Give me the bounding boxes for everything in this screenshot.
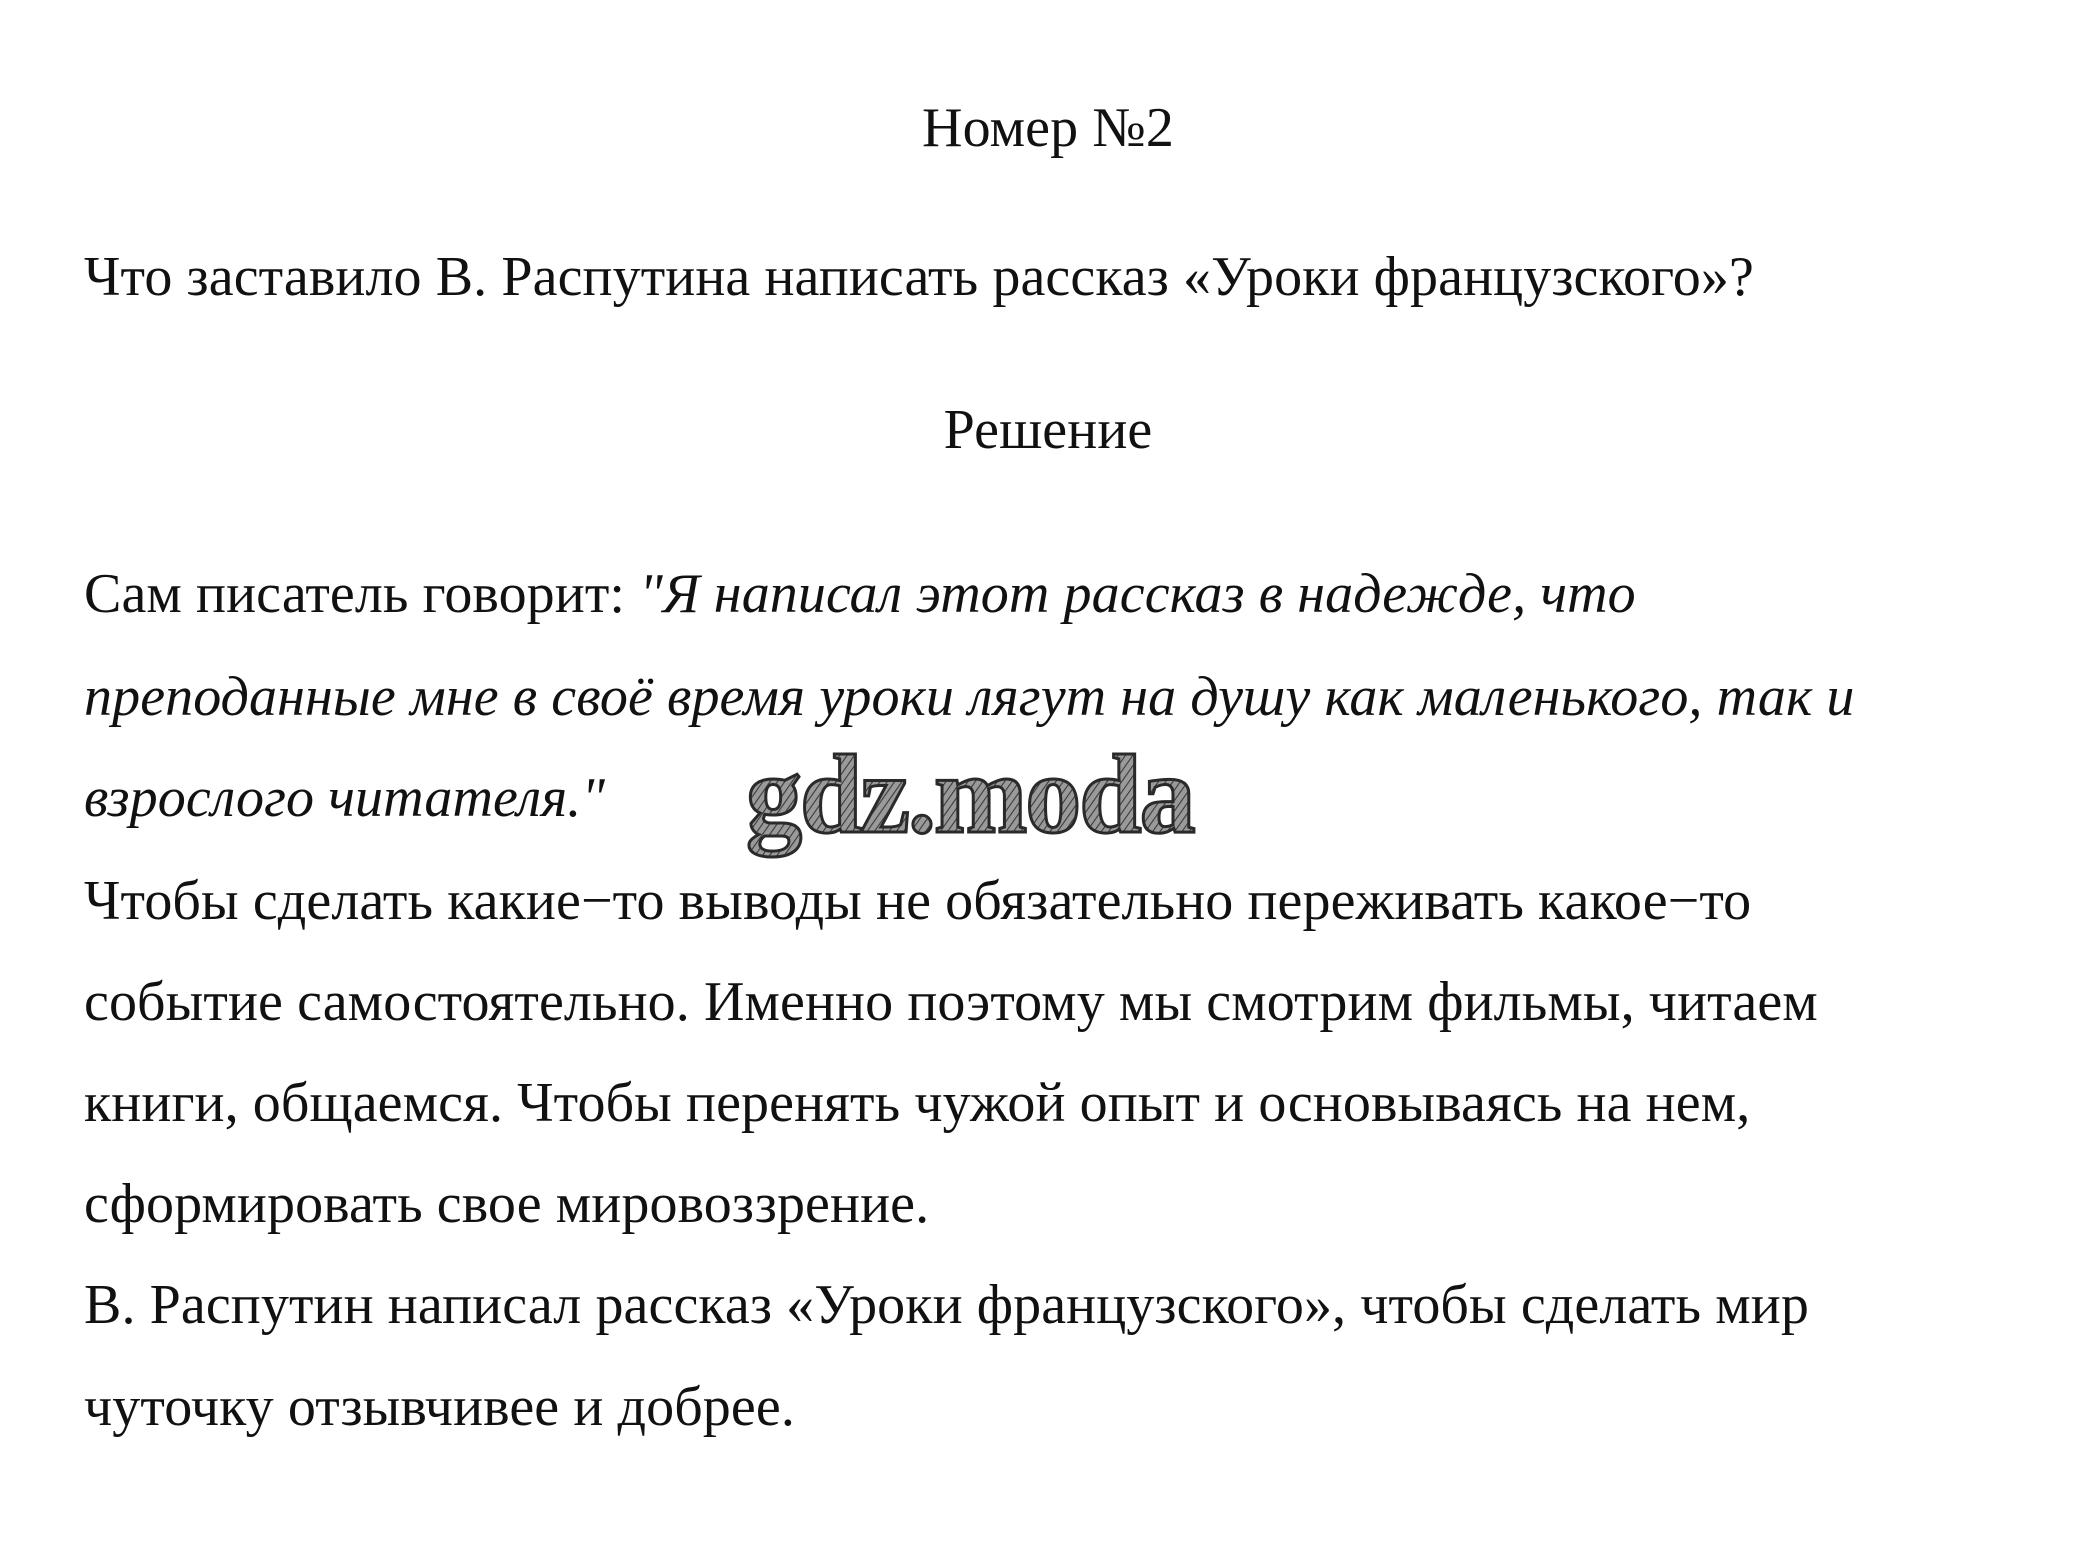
answer-line: событие самостоятельно. Именно поэтому мы смотрим фильмы, читаем [84, 971, 1818, 1033]
answer-line [84, 562, 1636, 626]
quote-text: взрослого читателя." [84, 767, 605, 829]
answer-line: сформировать свое мировоззрение. [84, 1173, 930, 1235]
answer-line: чуточку отзывчивее и добрее. [84, 1376, 795, 1438]
answer-line: В. Распутин написал рассказ «Уроки французского», чтобы сделать мир [84, 1274, 1809, 1336]
quote-intro: Сам писатель говорит: [84, 563, 640, 625]
quote-text: преподанные мне в своё время уроки лягут на душу как маленького, так и [84, 666, 1855, 728]
answer-line: книги, общаемся. Чтобы перенять чужой опыт и основываясь на нем, [84, 1072, 1751, 1134]
page-title: Номер №2 [922, 97, 1174, 159]
watermark-logo [740, 740, 1340, 870]
svg-text:gdz.moda: gdz.moda [746, 740, 1194, 857]
question-text: Что заставило В. Распутина написать рассказ «Уроки французского»? [84, 246, 1754, 308]
answer-line: Чтобы сделать какие−то выводы не обязательно переживать какое−то [84, 870, 1752, 932]
quote-text: "Я написал этот рассказ в надежде, что [639, 563, 1636, 625]
solution-heading: Решение [943, 399, 1153, 461]
